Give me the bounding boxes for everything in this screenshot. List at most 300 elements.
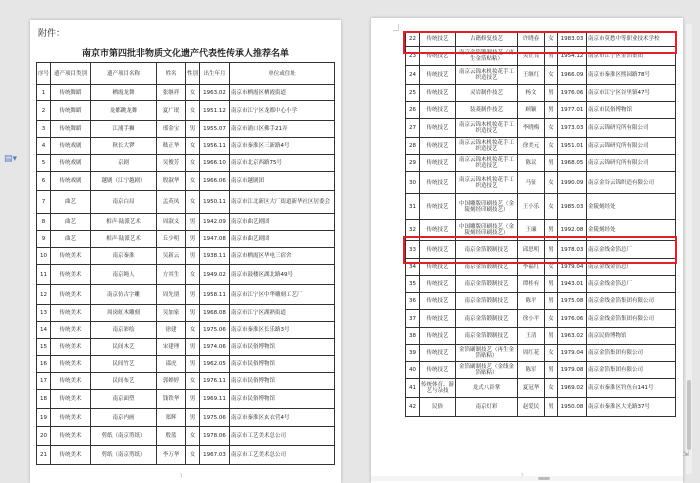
table-cell: 南京金线金箔总厂 [587,276,676,293]
nominee-table-left [36,62,335,465]
table-cell: 秋长大锣 [91,138,157,155]
table-cell: 南京市曲艺剧团 [230,214,335,231]
table-cell: 1975.06 [200,322,230,339]
table-cell: 女 [545,119,558,138]
table-cell: 1962.05 [200,356,230,373]
table-cell: 南京金谷云锦织造有限公司 [587,172,676,194]
table-cell: 郭婵婷 [157,373,186,390]
table-cell: 女 [545,172,558,194]
table-cell: 23 [406,47,420,66]
table-cell: 1976.06 [558,85,587,102]
table-cell: 传统舞蹈 [51,121,91,138]
table-cell: 金陵刻经处 [587,194,676,220]
nominee-table-right [405,31,676,417]
table-cell: 宋建理 [157,339,186,356]
table-row [37,191,335,214]
table-cell: 李晓梅 [518,119,545,138]
resize-handle-icon[interactable]: ⇲ [683,450,689,458]
table-row [406,310,676,328]
table-cell: 装菱制作技艺 [456,102,518,119]
table-row [37,172,335,191]
table-cell: 女 [186,446,200,465]
table-cell: 南京内画 [91,409,157,427]
table-cell: 龙式八卦掌 [456,379,518,398]
margin-mark [393,30,399,31]
table-cell: 男 [186,231,200,248]
table-cell: 周岗虹木雕刻 [91,305,157,322]
table-cell: 栖霞龙舞 [91,85,157,101]
table-cell: 南京金箔锻制技艺（再生金箔贴粘） [456,47,518,66]
table-cell: 南京面塑 [91,390,157,409]
table-cell: 南京秦淮 [91,248,157,265]
table-cell: 传统美术 [51,285,91,305]
table-cell: 男 [186,305,200,322]
table-cell: 女 [545,66,558,85]
table-cell: 1978.03 [558,241,587,259]
table-cell: 江浦手狮 [91,121,157,138]
table-cell: 传统美术 [51,356,91,373]
table-cell: 古籍修复技艺 [456,32,518,47]
table-cell: 传统技艺 [420,85,456,102]
table-cell: 南京金箔锻制技艺 [456,241,518,259]
table-cell: 35 [406,276,420,293]
table-cell: 民间竹艺 [91,356,157,373]
table-cell: 1951.12 [200,101,230,121]
header-cell: 遗产项目类别 [51,63,91,85]
table-cell: 女 [186,101,200,121]
table-cell: 女 [186,322,200,339]
table-cell: 1950.08 [558,398,587,417]
table-cell: 剪纸（南京剪纸） [91,446,157,465]
table-cell: 1969.11 [200,390,230,409]
table-cell: 1974.06 [200,339,230,356]
document-outline-icon[interactable]: ▤▾ [4,154,18,164]
table-cell: 13 [37,305,51,322]
table-cell: 南京市江宁区中华雕刻工艺厂 [230,285,335,305]
table-cell: 传统美术 [51,305,91,322]
table-cell: 3 [37,121,51,138]
table-cell: 许晓春 [518,32,545,47]
table-row [37,101,335,121]
table-cell: 南京市民俗博物馆 [230,373,335,390]
table-row [406,328,676,345]
table-cell: 29 [406,155,420,172]
table-cell: 南京云锦木机妆花手工织造技艺 [456,66,518,85]
table-cell: 传统技艺 [420,32,456,47]
table-cell: 男 [545,398,558,417]
table-cell: 金箔刷制技艺（再生金箔贴粘） [456,345,518,362]
table-cell: 南京灯彩 [456,398,518,417]
table-row [406,66,676,85]
table-cell: 男 [545,102,558,119]
table-cell: 周淑义 [157,214,186,231]
table-row [406,32,676,47]
table-cell: 南京市越剧团 [230,172,335,191]
table-cell: 传统技艺 [420,119,456,138]
table-cell: 传统技艺 [420,172,456,194]
table-cell: 曲艺 [51,191,91,214]
table-cell: 南京彩绘 [91,322,157,339]
table-cell: 南京市民俗博物馆 [587,102,676,119]
table-cell: 1973.03 [558,119,587,138]
table-row [37,305,335,322]
table-cell: 传统美术 [51,427,91,446]
table-cell: 传统技艺 [420,362,456,379]
table-cell: 男 [545,362,558,379]
table-cell: 南京市民俗博物馆 [230,390,335,409]
table-cell: 传统技艺 [420,310,456,328]
table-cell: 南京云锦研究所有限公司 [587,119,676,138]
table-cell: 26 [406,102,420,119]
header-cell: 单位或住址 [230,63,335,85]
header-cell: 序号 [37,63,51,85]
table-cell: 民间布艺 [91,373,157,390]
table-cell: 男 [545,276,558,293]
table-cell: 陈议 [518,155,545,172]
table-cell: 40 [406,362,420,379]
table-cell: 1947.08 [200,231,230,248]
table-cell: 张继祥 [157,85,186,101]
table-cell: 女 [545,138,558,155]
table-cell: 1990.09 [558,172,587,194]
table-row [406,119,676,138]
table-cell: 邢金宝 [157,121,186,138]
table-row [37,231,335,248]
table-cell: 南京金箔锻制技艺 [456,293,518,310]
table-cell: 女 [545,379,558,398]
table-cell: 相声·陆派艺术 [91,214,157,231]
table-cell: 周先朋 [157,285,186,305]
table-row [406,362,676,379]
table-cell: 南京市鼓楼区湖北路49号 [230,265,335,285]
table-cell: 南京市江宁区谷里镇47号 [587,85,676,102]
table-cell: 女 [545,310,558,328]
table-cell: 传统美术 [51,390,91,409]
table-cell: 吴加家 [157,305,186,322]
table-cell: 15 [37,339,51,356]
table-cell: 夏冠华 [518,379,545,398]
table-cell: 丘少明 [157,231,186,248]
table-cell: 1963.02 [200,85,230,101]
table-cell: 14 [37,322,51,339]
table-cell: 南京金线金箔集团有限公司 [587,293,676,310]
table-cell: 1954.12 [558,47,587,66]
table-row [37,85,335,101]
table-row [406,276,676,293]
table-cell: 杨文 [518,85,545,102]
table-cell: 4 [37,138,51,155]
table-cell: 女 [545,32,558,47]
table-cell: 17 [37,373,51,390]
table-cell: 1969.02 [558,379,587,398]
table-cell: 1955.07 [200,121,230,138]
table-cell: 1985.03 [558,194,587,220]
table-row [406,102,676,119]
table-cell: 方其生 [157,265,186,285]
table-cell: 郑辉 [157,409,186,427]
table-row [37,265,335,285]
table-cell: 1968.05 [558,155,587,172]
table-cell: 钱铁华 [157,390,186,409]
table-cell: 1975.08 [558,293,587,310]
table-cell: 南京市秦淮区三新路4号 [230,138,335,155]
table-cell: 传统技艺 [420,259,456,276]
table-cell: 民俗 [420,398,456,417]
table-cell: 1979.04 [558,345,587,362]
table-cell: 男 [186,409,200,427]
table-cell: 南京市江宁区龙都中心小学 [230,101,335,121]
table-cell: 28 [406,138,420,155]
table-cell: 1975.06 [200,409,230,427]
table-cell: 1963.02 [558,328,587,345]
table-cell: 曲艺 [51,214,91,231]
horizontal-scrollbar-thumb[interactable] [538,477,550,480]
table-row [37,373,335,390]
table-cell: 传统美术 [51,265,91,285]
table-cell: 李万华 [157,446,186,465]
table-row [406,293,676,310]
table-cell: 16 [37,356,51,373]
table-cell: 马征 [518,172,545,194]
table-cell: 徐建 [157,322,186,339]
table-cell: 传统技艺 [420,293,456,310]
table-cell: 南京市江宁区湖熟街道 [230,305,335,322]
table-cell: 1958.11 [200,285,230,305]
table-cell: 南京金箔锻制技艺 [456,276,518,293]
table-row [406,155,676,172]
table-cell: 女 [186,373,200,390]
table-cell: 南京云锦研究所有限公司 [587,138,676,155]
table-cell: 南京金箔锻制技艺 [456,259,518,276]
table-row [37,339,335,356]
table-cell: 1976.06 [558,310,587,328]
table-cell: 27 [406,119,420,138]
table-cell: 南京金箔集团有限公司 [587,362,676,379]
table-cell: 2 [37,101,51,121]
table-cell: 女 [186,172,200,191]
table-cell: 南京市江宁区金箔集团 [587,47,676,66]
table-cell: 谭桂有 [518,276,545,293]
table-cell: 金箔刷制技艺（金线金箔贴粘） [456,362,518,379]
table-cell: 周红花 [518,345,545,362]
table-row [37,390,335,409]
table-cell: 南京云锦木机妆花手工织造技艺 [456,155,518,172]
table-cell: 1979.04 [558,259,587,276]
table-cell: 30 [406,172,420,194]
table-cell: 男 [186,121,200,138]
table-cell: 22 [406,32,420,47]
table-cell: 男 [545,328,558,345]
attachment-label: 附件： [38,29,66,39]
table-cell: 传统美术 [51,373,91,390]
table-cell: 女 [186,427,200,446]
table-row [406,85,676,102]
table-row [37,322,335,339]
table-cell: 传统美术 [51,409,91,427]
table-cell: 传统技艺 [420,102,456,119]
table-cell: 女 [186,85,200,101]
table-cell: 42 [406,398,420,417]
table-cell: 王廉 [518,220,545,241]
table-cell: 1966.09 [558,66,587,85]
table-cell: 36 [406,293,420,310]
table-cell: 传统美术 [51,446,91,465]
table-cell: 传统技艺 [420,194,456,220]
table-cell: 1938.11 [200,248,230,265]
table-cell: 男 [186,214,200,231]
table-cell: 南京市北京西路75号 [230,155,335,172]
table-cell: 传统技艺 [420,276,456,293]
table-cell: 1 [37,85,51,101]
table-cell: 传统技艺 [420,66,456,85]
table-row [37,427,335,446]
table-cell: 传统戏剧 [51,155,91,172]
table-row [406,172,676,194]
table-cell: 殷蓝 [157,427,186,446]
table-cell: 吴新云 [157,248,186,265]
table-cell: 南京市秦淮区钓鱼台141号 [587,379,676,398]
table-cell: 传统技艺 [420,241,456,259]
table-row [37,138,335,155]
horizontal-scrollbar[interactable] [371,476,683,481]
table-row [37,446,335,465]
table-cell: 5 [37,155,51,172]
table-cell: 曲艺 [51,231,91,248]
table-cell: 8 [37,214,51,231]
table-cell: 南京民俗博物馆 [587,328,676,345]
table-cell: 男 [186,285,200,305]
table-cell: 1977.01 [558,102,587,119]
header-cell: 姓名 [157,63,186,85]
table-cell: 女 [545,259,558,276]
table-cell: 南京金线金箔集团有限公司 [587,310,676,328]
table-cell: 传统体育、游艺与杂技 [420,379,456,398]
table-row [37,285,335,305]
table-cell: 女 [186,191,200,214]
table-cell: 南京金箔锻制技艺 [456,328,518,345]
table-cell: 男 [186,390,200,409]
table-cell: 21 [37,446,51,465]
table-cell: 1949.02 [200,265,230,285]
table-row [406,241,676,259]
table-row [37,409,335,427]
table-cell: 32 [406,220,420,241]
table-cell: 传统技艺 [420,47,456,66]
table-cell: 顾颖 [518,102,545,119]
table-cell: 女 [186,138,200,155]
table-cell: 1992.08 [558,220,587,241]
table-row [406,194,676,220]
table-cell: 南京市秦淮区玄衣营4号 [230,409,335,427]
table-cell: 南京仿古字雕 [91,285,157,305]
table-cell: 相声·陆派艺术 [91,231,157,248]
table-cell: 南京金线金箔总厂 [587,241,676,259]
table-cell: 女 [186,265,200,285]
table-row [37,356,335,373]
table-cell: 剪纸（南京剪纸） [91,427,157,446]
table-cell: 18 [37,390,51,409]
table-cell: 7 [37,191,51,214]
table-row [37,155,335,172]
table-cell: 24 [406,66,420,85]
table-cell: 1943.01 [558,276,587,293]
table-cell: 1966.10 [200,155,230,172]
table-cell: 南京市栖霞区栖霞街道 [230,85,335,101]
table-cell: 38 [406,328,420,345]
table-cell: 龙都跳龙舞 [91,101,157,121]
table-row [37,214,335,231]
table-cell: 赵爱民 [518,398,545,417]
table-cell: 南京云锦木机妆花手工织造技艺 [456,138,518,155]
table-cell: 1968.08 [200,305,230,322]
table-cell: 10 [37,248,51,265]
table-cell: 南京市秦淮区大光路37号 [587,398,676,417]
table-cell: 传统舞蹈 [51,101,91,121]
table-cell: 殷淑华 [157,172,186,191]
table-cell: 男 [545,220,558,241]
table-cell: 传统美术 [51,322,91,339]
table-cell: 传统戏剧 [51,172,91,191]
table-cell: 南京金线金箔总厂 [587,259,676,276]
table-cell: 1978.06 [200,427,230,446]
table-cell: 金陵刻经处 [587,220,676,241]
table-cell: 1942.09 [200,214,230,231]
table-cell: 传统美术 [51,339,91,356]
table-row [406,259,676,276]
table-cell: 19 [37,409,51,427]
table-cell: 嵇正华 [157,138,186,155]
table-cell: 南京云锦研究所有限公司 [587,155,676,172]
table-cell: 传统技艺 [420,155,456,172]
table-cell: 南京金箔锻制技艺 [456,310,518,328]
table-cell: 6 [37,172,51,191]
table-cell: 中国雕版印刷技艺（金陵刻经印刷技艺） [456,194,518,220]
table-cell: 传统技艺 [420,138,456,155]
table-row [37,121,335,138]
table-cell: 传统技艺 [420,220,456,241]
header-cell: 性别 [186,63,200,85]
table-cell: 灵岩制作技艺 [456,85,518,102]
table-cell: 徐美元 [518,138,545,155]
page-number: 1 [180,473,183,478]
page-right [371,18,683,483]
table-cell: 南京市栖霞区华电三宿舍 [230,248,335,265]
table-cell: 南京白局 [91,191,157,214]
table-cell: 11 [37,265,51,285]
table-cell: 1967.03 [200,446,230,465]
table-row [37,248,335,265]
table-cell: 南京市民俗博物馆 [230,339,335,356]
table-cell: 南京市江北新区大厂街道新华社区居委会 [230,191,335,214]
table-cell: 1966.06 [200,172,230,191]
table-cell: 女 [186,155,200,172]
table-cell: 王小乐 [518,194,545,220]
table-cell: 南京市秦淮区熙园路78号 [587,66,676,85]
table-row [406,398,676,417]
vertical-scrollbar-thumb[interactable] [687,380,691,450]
header-row [37,63,335,85]
table-cell: 南京市民俗博物馆 [230,356,335,373]
table-cell: 南京市曲艺剧团 [230,231,335,248]
table-cell: 李福红 [518,259,545,276]
table-cell: 9 [37,231,51,248]
table-cell: 夏广珉 [157,101,186,121]
table-cell: 女 [545,345,558,362]
table-cell: 12 [37,285,51,305]
page-title: 南京市第四批非物质文化遗产代表性传承人推荐名单 [81,49,289,59]
table-cell: 1951.01 [558,138,587,155]
table-row [406,379,676,398]
